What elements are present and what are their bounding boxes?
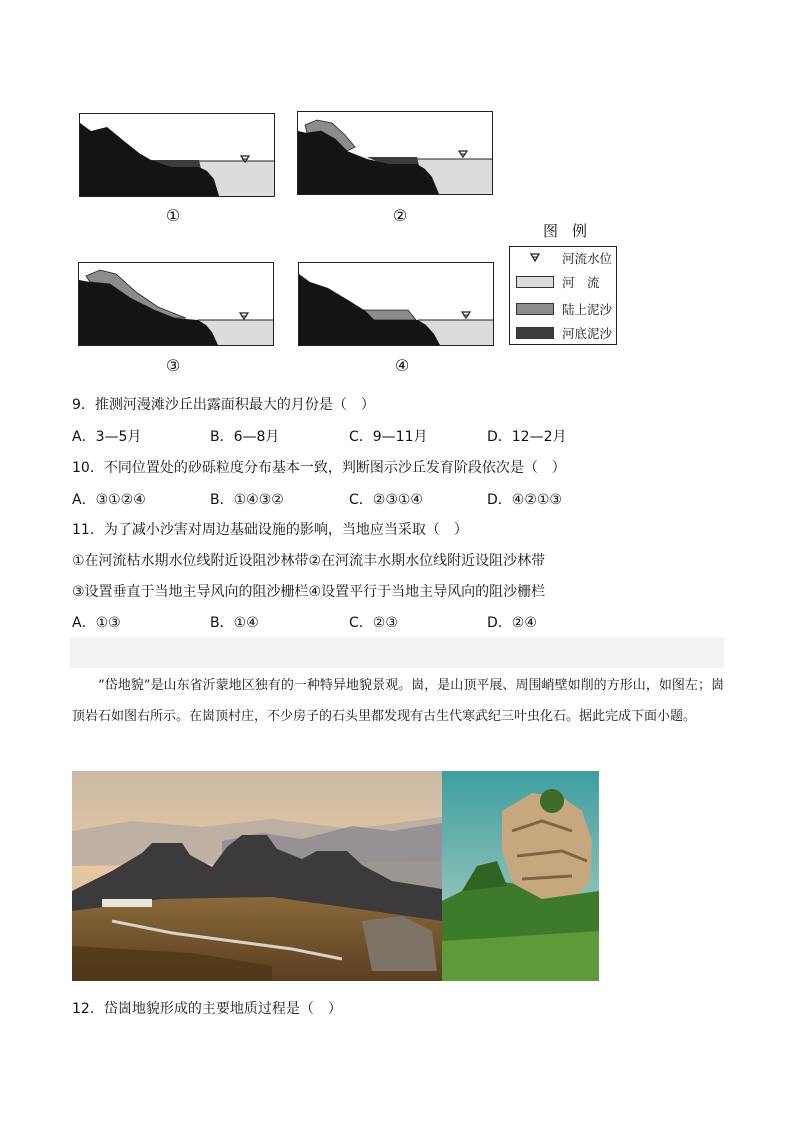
- bed-sand-swatch: [516, 327, 554, 339]
- cross-section-panel-1: [79, 113, 275, 197]
- option-c[interactable]: C．②③: [349, 615, 398, 631]
- option-d[interactable]: D．②④: [487, 615, 537, 631]
- legend-title: 图例: [543, 222, 602, 240]
- option-c[interactable]: C．②③①④: [349, 492, 423, 508]
- mesa-summit-rock-photo: [442, 771, 599, 981]
- legend-row-land-sand: [516, 300, 612, 318]
- question-11-statement-1: ①在河流枯水期水位线附近设阻沙林带②在河流丰水期水位线附近设阻沙林带: [72, 553, 546, 569]
- cross-section-panel-3: [78, 262, 274, 346]
- option-a[interactable]: A．③①②④: [72, 492, 146, 508]
- question-10: 10．不同位置处的砂砾粒度分布基本一致，判断图示沙丘发育阶段依次是（ ）: [72, 460, 566, 476]
- legend-label-river: 河 流: [562, 275, 600, 290]
- question-11-statement-2: ③设置垂直于当地主导风向的阻沙栅栏④设置平行于当地主导风向的阻沙栅栏: [72, 584, 546, 600]
- section-separator: [70, 637, 724, 668]
- panel-label-4: ④: [394, 356, 410, 375]
- option-b[interactable]: B．①④③②: [210, 492, 284, 508]
- option-a[interactable]: A．①③: [72, 615, 121, 631]
- cross-section-panel-2: [297, 111, 493, 195]
- reading-passage: “岱地貌”是山东省沂蒙地区独有的一种特异地貌景观。崮，是山顶平展、周围峭壁如削的方形山，如图左；崮顶岩石如图右所示。在崮顶村庄，不少房子的石头里都发现有古生代寒武纪三叶虫化石。据此完成下面小题。: [72, 678, 724, 724]
- option-b[interactable]: B．6—8月: [210, 429, 280, 445]
- question-10-options: [72, 489, 672, 509]
- option-d[interactable]: D．12—2月: [487, 429, 567, 445]
- land-sand-swatch: [516, 303, 554, 315]
- river-swatch: [516, 276, 554, 288]
- question-12: 12．岱崮地貌形成的主要地质过程是（ ）: [72, 1001, 342, 1017]
- question-9-options: [72, 426, 672, 446]
- option-a[interactable]: A．3—5月: [72, 429, 142, 445]
- question-11-options: [72, 612, 672, 632]
- legend-row-water-level: [516, 249, 612, 267]
- option-d[interactable]: D．④②①③: [487, 492, 562, 508]
- question-11: 11．为了减小沙害对周边基础设施的影响，当地应当采取（ ）: [72, 522, 468, 538]
- question-9: 9．推测河漫滩沙丘出露面积最大的月份是（ ）: [72, 397, 375, 413]
- panel-label-2: ②: [392, 206, 408, 225]
- mesa-landscape-photo: [72, 771, 442, 981]
- legend-label-bed-sand: 河底泥沙: [562, 326, 613, 341]
- water-level-triangle-icon: [516, 253, 554, 263]
- legend-label-water-level: 河流水位: [562, 251, 613, 266]
- panel-label-3: ③: [165, 356, 181, 375]
- option-c[interactable]: C．9—11月: [349, 429, 428, 445]
- cross-section-panel-4: [298, 262, 494, 346]
- legend-label-land-sand: 陆上泥沙: [562, 302, 613, 317]
- legend: [509, 246, 617, 345]
- panel-label-1: ①: [165, 206, 181, 225]
- legend-row-bed-sand: [516, 324, 612, 342]
- option-b[interactable]: B．①④: [210, 615, 259, 631]
- legend-row-river: [516, 273, 600, 291]
